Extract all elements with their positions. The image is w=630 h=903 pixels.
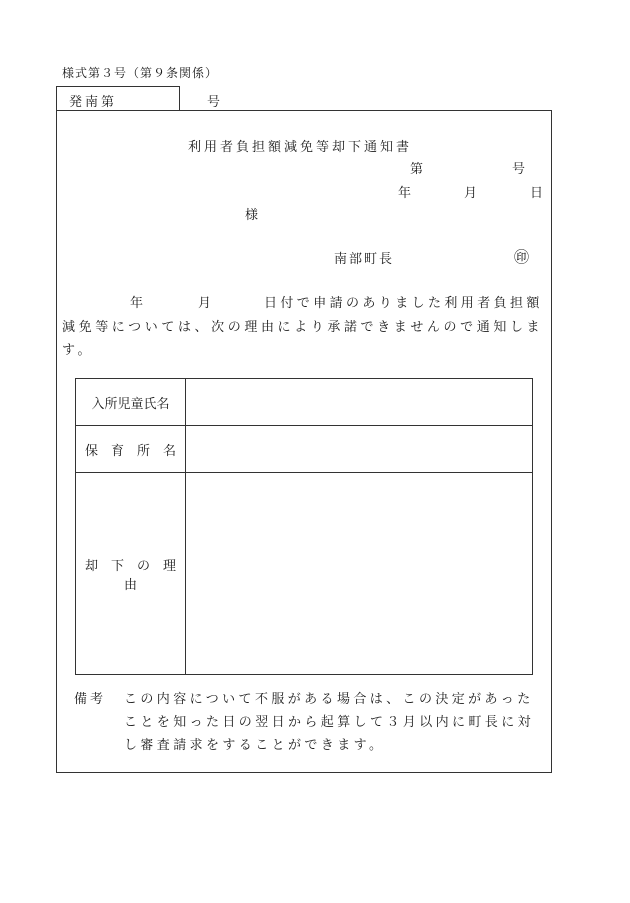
document-number-prefix: 第 xyxy=(410,162,424,177)
issue-number-suffix: 号 xyxy=(207,95,221,110)
date-year-label: 年 xyxy=(398,186,412,201)
nursery-name-value xyxy=(186,426,533,473)
seal-mark: ㊞ xyxy=(514,248,530,266)
table-row-child-name xyxy=(76,379,533,426)
table-row-nursery-name xyxy=(76,426,533,473)
body-line-3: す。 xyxy=(62,343,95,358)
issue-number-prefix: 発南第 xyxy=(69,95,118,110)
body-line-2: 減免等については、次の理由により承諾できませんので通知しま xyxy=(62,320,544,335)
rejection-reason-value xyxy=(186,473,533,675)
child-name-value xyxy=(186,379,533,426)
date-day-label: 日 xyxy=(530,186,544,201)
body-year-label: 年 xyxy=(130,296,144,311)
addressee-honorific: 様 xyxy=(245,208,259,223)
body-month-label: 月 xyxy=(198,296,212,311)
note-heading: 備考 xyxy=(74,692,107,707)
sender-name: 南部町長 xyxy=(334,252,395,267)
document-number-suffix: 号 xyxy=(512,162,526,177)
note-line-2: ことを知った日の翌日から起算して３月以内に町長に対 xyxy=(124,715,535,730)
child-name-label: 入所児童氏名 xyxy=(76,379,186,426)
body-line-1: 日付で申請のありました利用者負担額 xyxy=(264,296,543,311)
document-title: 利用者負担額減免等却下通知書 xyxy=(188,140,413,155)
note-line-1: この内容について不服がある場合は、この決定があった xyxy=(124,692,534,707)
note-line-3: し審査請求をすることができます。 xyxy=(124,738,386,753)
info-table xyxy=(75,378,533,675)
issue-number-tab xyxy=(56,86,221,110)
nursery-name-label: 保 育 所 名 xyxy=(76,426,186,473)
table-row-rejection-reason xyxy=(76,473,533,675)
form-number-label: 様式第３号（第９条関係） xyxy=(62,66,219,80)
date-month-label: 月 xyxy=(464,186,478,201)
rejection-reason-label: 却 下 の 理 由 xyxy=(76,473,186,675)
